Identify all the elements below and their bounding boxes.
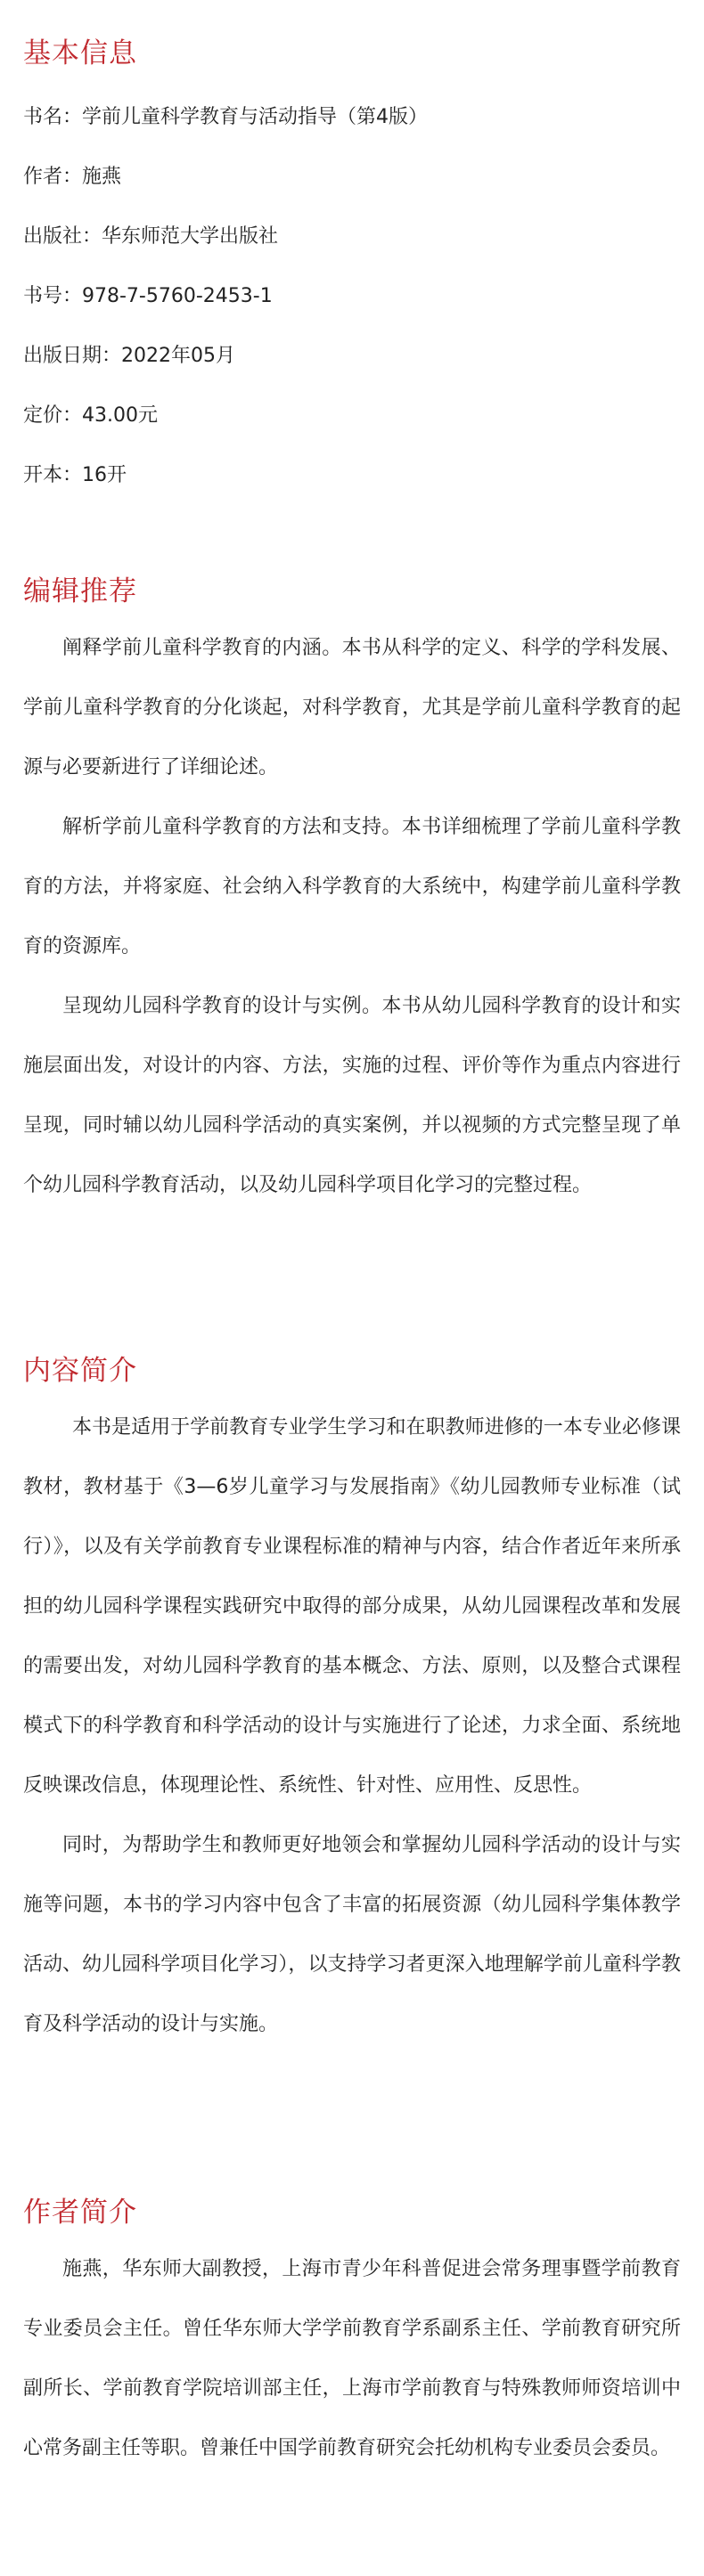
content-intro-section bbox=[23, 1351, 681, 2054]
basic-info-list bbox=[23, 103, 681, 490]
editor-paragraph: 阐释学前儿童科学教育的内涵。本书从科学的定义、科学的学科发展、学前儿童科学教育的分化谈起，对科学教育，尤其是学前儿童科学教育的起源与必要新进行了详细论述。 bbox=[23, 637, 681, 779]
content-paragraph: 同时，为帮助学生和教师更好地领会和掌握幼儿园科学活动的设计与实施等问题，本书的学习内容中包含了丰富的拓展资源（幼儿园科学集体教学活动、幼儿园科学项目化学习），以支持学习者更深入地理解学前儿童科学教育及科学活动的设计与实施。 bbox=[23, 1834, 681, 2035]
basic-info-section bbox=[23, 34, 681, 490]
info-publish-date: 出版日期：2022年05月 bbox=[23, 345, 235, 367]
author-paragraph: 施燕，华东师大副教授，上海市青少年科普促进会常务理事暨学前教育专业委员会主任。曾任华东师大学学前教育学系副系主任、学前教育研究所副所长、学前教育学院培训部主任，上海市学前教育与特殊教师师资培训中心常务副主任等职。曾兼任中国学前教育研究会托幼机构专业委员会委员。 bbox=[23, 2258, 681, 2459]
info-book-name: 书名：学前儿童科学教育与活动指导（第4版） bbox=[23, 106, 428, 128]
basic-info-title: 基本信息 bbox=[23, 37, 137, 69]
author-intro-body bbox=[23, 2239, 681, 2478]
editor-paragraph: 解析学前儿童科学教育的方法和支持。本书详细梳理了学前儿童科学教育的方法，并将家庭、社会纳入科学教育的大系统中，构建学前儿童科学教育的资源库。 bbox=[23, 816, 681, 958]
editor-paragraph: 呈现幼儿园科学教育的设计与实例。本书从幼儿园科学教育的设计和实施层面出发，对设计的内容、方法，实施的过程、评价等作为重点内容进行呈现，同时辅以幼儿园科学活动的真实案例，并以视频的方式完整呈现了单个幼儿园科学教育活动，以及幼儿园科学项目化学习的完整过程。 bbox=[23, 995, 681, 1196]
author-intro-section bbox=[23, 2193, 681, 2478]
author-intro-title: 作者简介 bbox=[23, 2197, 137, 2229]
editor-recommend-section bbox=[23, 572, 681, 1215]
content-intro-title: 内容简介 bbox=[23, 1355, 137, 1387]
info-author: 作者：施燕 bbox=[23, 166, 122, 188]
editor-recommend-title: 编辑推荐 bbox=[23, 575, 137, 607]
info-format: 开本：16开 bbox=[23, 464, 127, 486]
info-price: 定价：43.00元 bbox=[23, 404, 158, 427]
info-isbn: 书号：978-7-5760-2453-1 bbox=[23, 285, 273, 307]
content-paragraph: 本书是适用于学前教育专业学生学习和在职教师进修的一本专业必修课教材，教材基于《3—6岁儿童学习与发展指南》《幼儿园教师专业标准（试行）》，以及有关学前教育专业课程标准的精神与内容，结合作者近年来所承担的幼儿园科学课程实践研究中取得的部分成果，从幼儿园课程改革和发展的需要出发，对幼儿园科学教育的基本概念、方法、原则，以及整合式课程模式下的科学教育和科学活动的设计与实施进行了论述，力求全面、系统地反映课改信息，体现理论性、系统性、针对性、应用性、反思性。 bbox=[23, 1416, 681, 1797]
content-intro-body bbox=[23, 1398, 681, 2054]
editor-recommend-body bbox=[23, 618, 681, 1215]
info-publisher: 出版社：华东师范大学出版社 bbox=[23, 225, 279, 248]
